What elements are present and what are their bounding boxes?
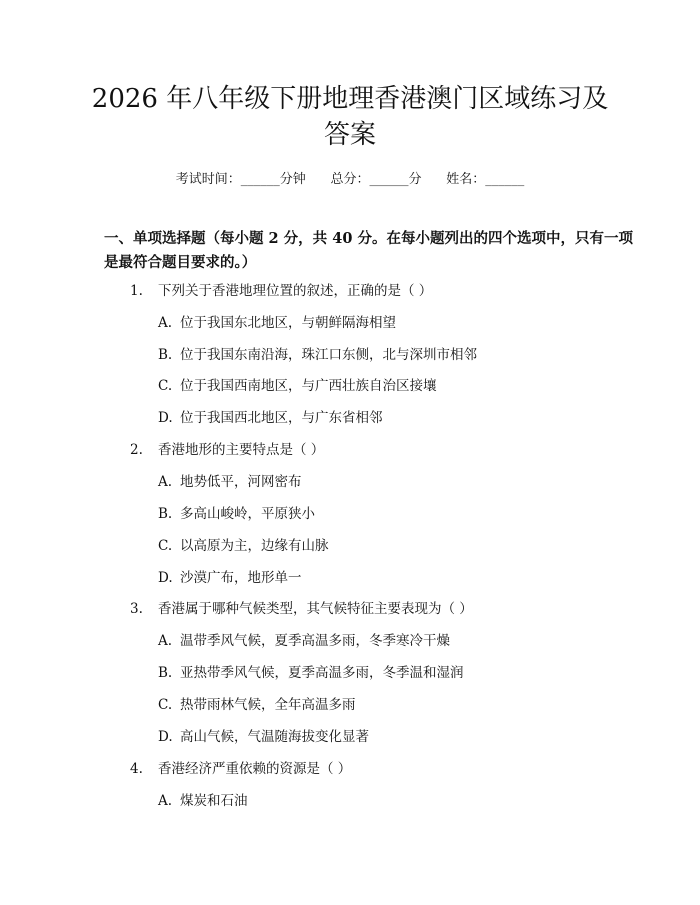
option-letter: A.	[158, 793, 173, 809]
option-text: 位于我国西南地区，与广西壮族自治区接壤	[180, 378, 437, 394]
question-2-option-c	[158, 540, 329, 554]
option-text: 高山气候，气温随海拔变化显著	[180, 729, 369, 745]
option-letter: B.	[158, 347, 173, 363]
option-text: 沙漠广布，地形单一	[180, 570, 302, 586]
option-text: 多高山峻岭，平原狭小	[180, 506, 315, 522]
question-2-option-a	[158, 476, 302, 490]
question-number: 4.	[130, 761, 143, 777]
question-1-option-a	[158, 317, 396, 331]
question-text: 香港属于哪种气候类型，其气候特征主要表现为（ ）	[158, 601, 473, 617]
option-text: 亚热带季风气候，夏季高温多雨，冬季温和湿润	[180, 665, 464, 681]
option-letter: C.	[158, 538, 173, 554]
option-letter: A.	[158, 633, 173, 649]
question-number: 1.	[130, 283, 143, 299]
document-title-line-2: 答案	[323, 120, 376, 150]
option-letter: C.	[158, 697, 173, 713]
option-text: 位于我国西北地区，与广东省相邻	[180, 410, 383, 426]
question-1-option-c	[158, 380, 437, 394]
option-letter: A.	[158, 474, 173, 490]
question-3-option-d	[158, 731, 369, 745]
option-letter: D.	[158, 410, 173, 426]
option-text: 热带雨林气候，全年高温多雨	[180, 697, 356, 713]
question-4	[130, 763, 351, 777]
exam-info-line: 考试时间：______分钟 总分：______分 姓名：______	[175, 172, 525, 187]
option-letter: D.	[158, 729, 173, 745]
question-3-option-a	[158, 635, 450, 649]
section-heading-line-2: 是最符合题目要求的。）	[104, 254, 257, 271]
section-heading-line-1: 一、单项选择题（每小题 2 分，共 40 分。在每小题列出的四个选项中，只有一项	[104, 230, 633, 247]
question-3-option-c	[158, 699, 356, 713]
option-text: 位于我国东北地区，与朝鲜隔海相望	[180, 315, 396, 331]
question-1-option-b	[158, 349, 477, 363]
option-text: 地势低平，河网密布	[180, 474, 302, 490]
question-2	[130, 444, 324, 458]
question-text: 香港经济严重依赖的资源是（ ）	[158, 761, 352, 777]
option-text: 温带季风气候，夏季高温多雨，冬季寒冷干燥	[180, 633, 450, 649]
option-text: 以高原为主，边缘有山脉	[180, 538, 329, 554]
question-4-option-a	[158, 795, 248, 809]
question-2-option-d	[158, 572, 302, 586]
question-1	[130, 285, 432, 299]
option-letter: A.	[158, 315, 173, 331]
option-letter: B.	[158, 506, 173, 522]
question-3	[130, 603, 473, 617]
question-text: 香港地形的主要特点是（ ）	[158, 442, 325, 458]
option-letter: C.	[158, 378, 173, 394]
question-number: 3.	[130, 601, 143, 617]
question-3-option-b	[158, 667, 464, 681]
document-title-line-1: 2026 年八年级下册地理香港澳门区域练习及	[91, 84, 609, 114]
question-2-option-b	[158, 508, 315, 522]
option-text: 位于我国东南沿海，珠江口东侧，北与深圳市相邻	[180, 347, 477, 363]
question-1-option-d	[158, 412, 383, 426]
option-text: 煤炭和石油	[180, 793, 248, 809]
option-letter: B.	[158, 665, 173, 681]
option-letter: D.	[158, 570, 173, 586]
question-text: 下列关于香港地理位置的叙述，正确的是（ ）	[158, 283, 433, 299]
question-number: 2.	[130, 442, 143, 458]
